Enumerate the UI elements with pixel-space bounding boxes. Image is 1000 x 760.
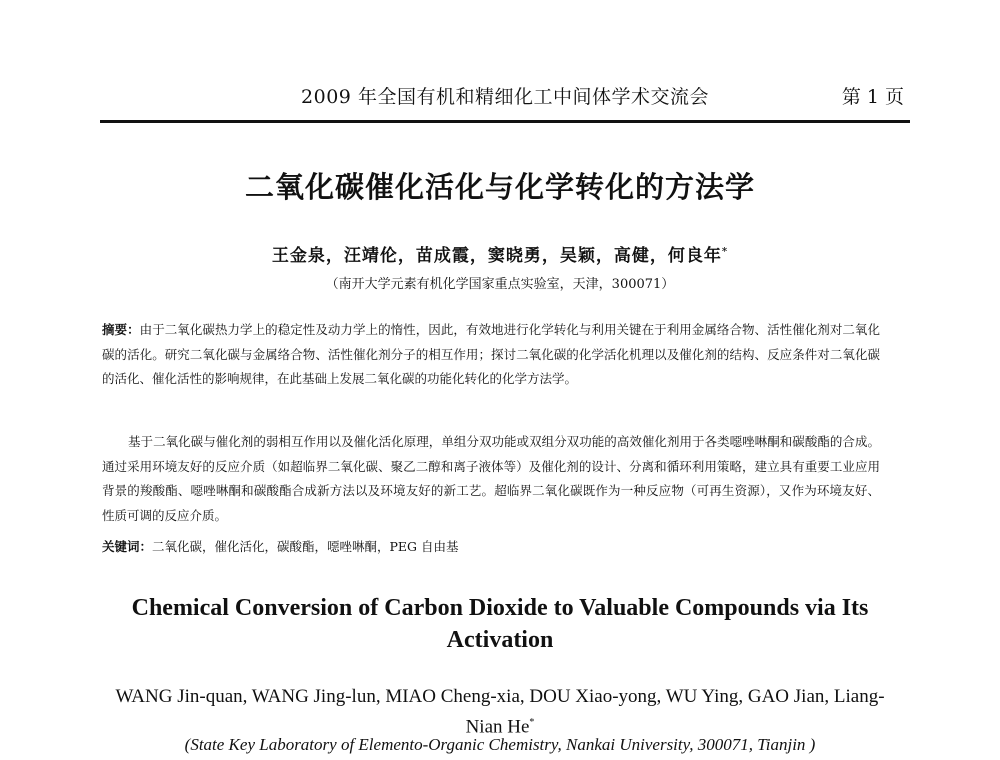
chinese-title: 二氧化碳催化活化与化学转化的方法学 [244,170,755,204]
abstract-paragraph-2 [102,430,880,528]
english-authors [100,684,900,740]
chinese-authors [0,241,1000,266]
running-header [100,80,910,110]
abstract-text-2: 基于二氧化碳与催化剂的弱相互作用以及催化活化原理，单组分双功能或双组分双功能的高效催化剂用于各类噁唑啉酮和碳酸酯的合成。通过采用环境友好的反应介质（如超临界二氧化碳、聚乙二醇和离子液体等）及催化剂的设计、分离和循环利用策略，建立具有重要工业应用背景的羧酸酯、噁唑啉酮和碳酸酯合成新方法以及环境友好的新工艺。超临界二氧化碳既作为一种反应物（可再生资源），又作为环境友好、性质可调的反应介质。 [102,434,880,523]
english-author-names: WANG Jin-quan, WANG Jing-lun, MIAO Cheng-xia, DOU Xiao-yong, WU Ying, GAO Jian, Liang-Nian He [115,686,885,738]
chinese-author-names: 王金泉，汪靖伦，苗成霞，窦晓勇，吴颖，高健，何良年 [271,246,722,266]
abstract-label: 摘要： [102,322,140,337]
corresponding-author-mark: * [721,246,729,258]
header-rule [100,120,910,123]
english-corresponding-mark: * [529,717,535,728]
abstract-paragraph-1 [102,318,880,392]
conference-name: 2009 年全国有机和精细化工中间体学术交流会 [301,86,709,108]
keywords-text: 二氧化碳，催化活化，碳酸酯，噁唑啉酮，PEG 自由基 [152,539,459,554]
chinese-affiliation: （南开大学元素有机化学国家重点实验室，天津，300071） [325,277,675,292]
abstract-text-1: 由于二氧化碳热力学上的稳定性及动力学上的惰性，因此，有效地进行化学转化与利用关键在于利用金属络合物、活性催化剂对二氧化碳的活化。研究二氧化碳与金属络合物、活性催化剂分子的相互作用；探讨二氧化碳的化学活化机理以及催化剂的结构、反应条件对二氧化碳的活化、催化活性的影响规律，在此基础上发展二氧化碳的功能化转化的化学方法学。 [102,322,880,386]
english-title: Chemical Conversion of Carbon Dioxide to Valuable Compounds via Its Activation [131,595,869,653]
english-affiliation: (State Key Laboratory of Elemento-Organic Chemistry, Nankai University, 300071, Tianjin ) [184,735,816,754]
page-number: 第 1 页 [841,86,904,108]
keywords-label: 关键词： [102,539,153,554]
keywords-line [102,537,459,555]
